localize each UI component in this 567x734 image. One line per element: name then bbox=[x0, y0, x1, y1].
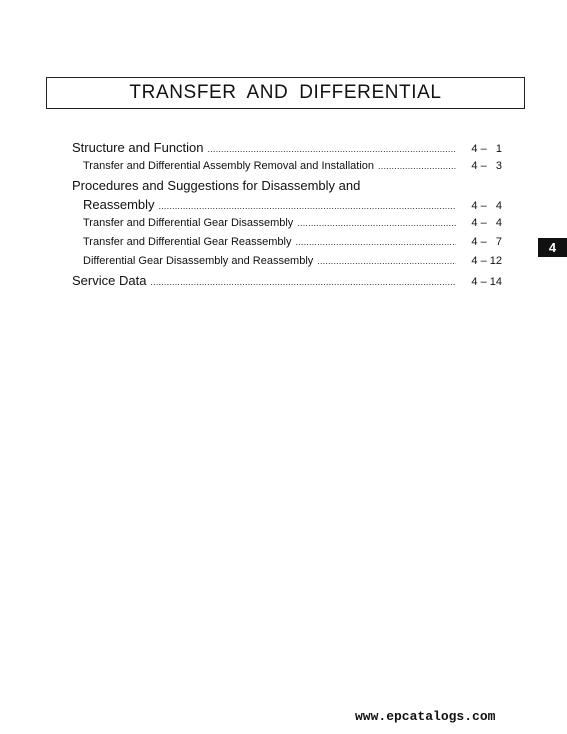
toc-entry-assembly-removal-installation[interactable] bbox=[72, 157, 502, 176]
toc-dot-leader bbox=[297, 214, 456, 233]
chapter-title-box bbox=[46, 77, 525, 109]
toc-entry-reassembly[interactable] bbox=[72, 195, 502, 214]
toc-dot-leader bbox=[150, 273, 456, 292]
toc-entry-service-data[interactable] bbox=[72, 271, 502, 290]
toc-entry-page: 4 – 4 bbox=[471, 217, 502, 229]
toc-entry-structure-and-function[interactable] bbox=[72, 138, 502, 157]
watermark-url: www.epcatalogs.com bbox=[355, 709, 496, 724]
table-of-contents bbox=[72, 138, 502, 290]
toc-entry-label: Service Data bbox=[72, 273, 147, 288]
toc-entry-page: 4 – 1 bbox=[471, 143, 502, 155]
toc-entry-label: Transfer and Differential Gear Disassembly bbox=[83, 217, 294, 229]
toc-entry-page: 4 – 4 bbox=[471, 200, 502, 212]
toc-entry-label: Transfer and Differential Gear Reassembly bbox=[83, 236, 292, 248]
toc-entry-procedures-heading[interactable] bbox=[72, 176, 502, 195]
toc-dot-leader bbox=[378, 157, 456, 176]
toc-entry-differential-gear[interactable] bbox=[72, 252, 502, 271]
toc-dot-leader bbox=[317, 252, 456, 271]
toc-entry-page: 4 – 12 bbox=[471, 255, 502, 267]
toc-entry-label: Procedures and Suggestions for Disassembly and bbox=[72, 178, 361, 193]
chapter-tab-number: 4 bbox=[548, 240, 557, 255]
toc-dot-leader bbox=[295, 233, 456, 252]
toc-entry-page: 4 – 7 bbox=[471, 236, 502, 248]
chapter-title: TRANSFER AND DIFFERENTIAL bbox=[129, 82, 442, 103]
toc-entry-label: Structure and Function bbox=[72, 140, 204, 155]
toc-entry-page: 4 – 3 bbox=[471, 160, 502, 172]
toc-entry-label: Reassembly bbox=[83, 197, 155, 212]
toc-entry-page: 4 – 14 bbox=[471, 276, 502, 288]
toc-entry-gear-disassembly[interactable] bbox=[72, 214, 502, 233]
toc-entry-label: Transfer and Differential Assembly Removal and Installation bbox=[83, 160, 375, 172]
toc-entry-gear-reassembly[interactable] bbox=[72, 233, 502, 252]
chapter-tab bbox=[538, 238, 567, 257]
toc-entry-label: Differential Gear Disassembly and Reassembly bbox=[83, 255, 314, 267]
